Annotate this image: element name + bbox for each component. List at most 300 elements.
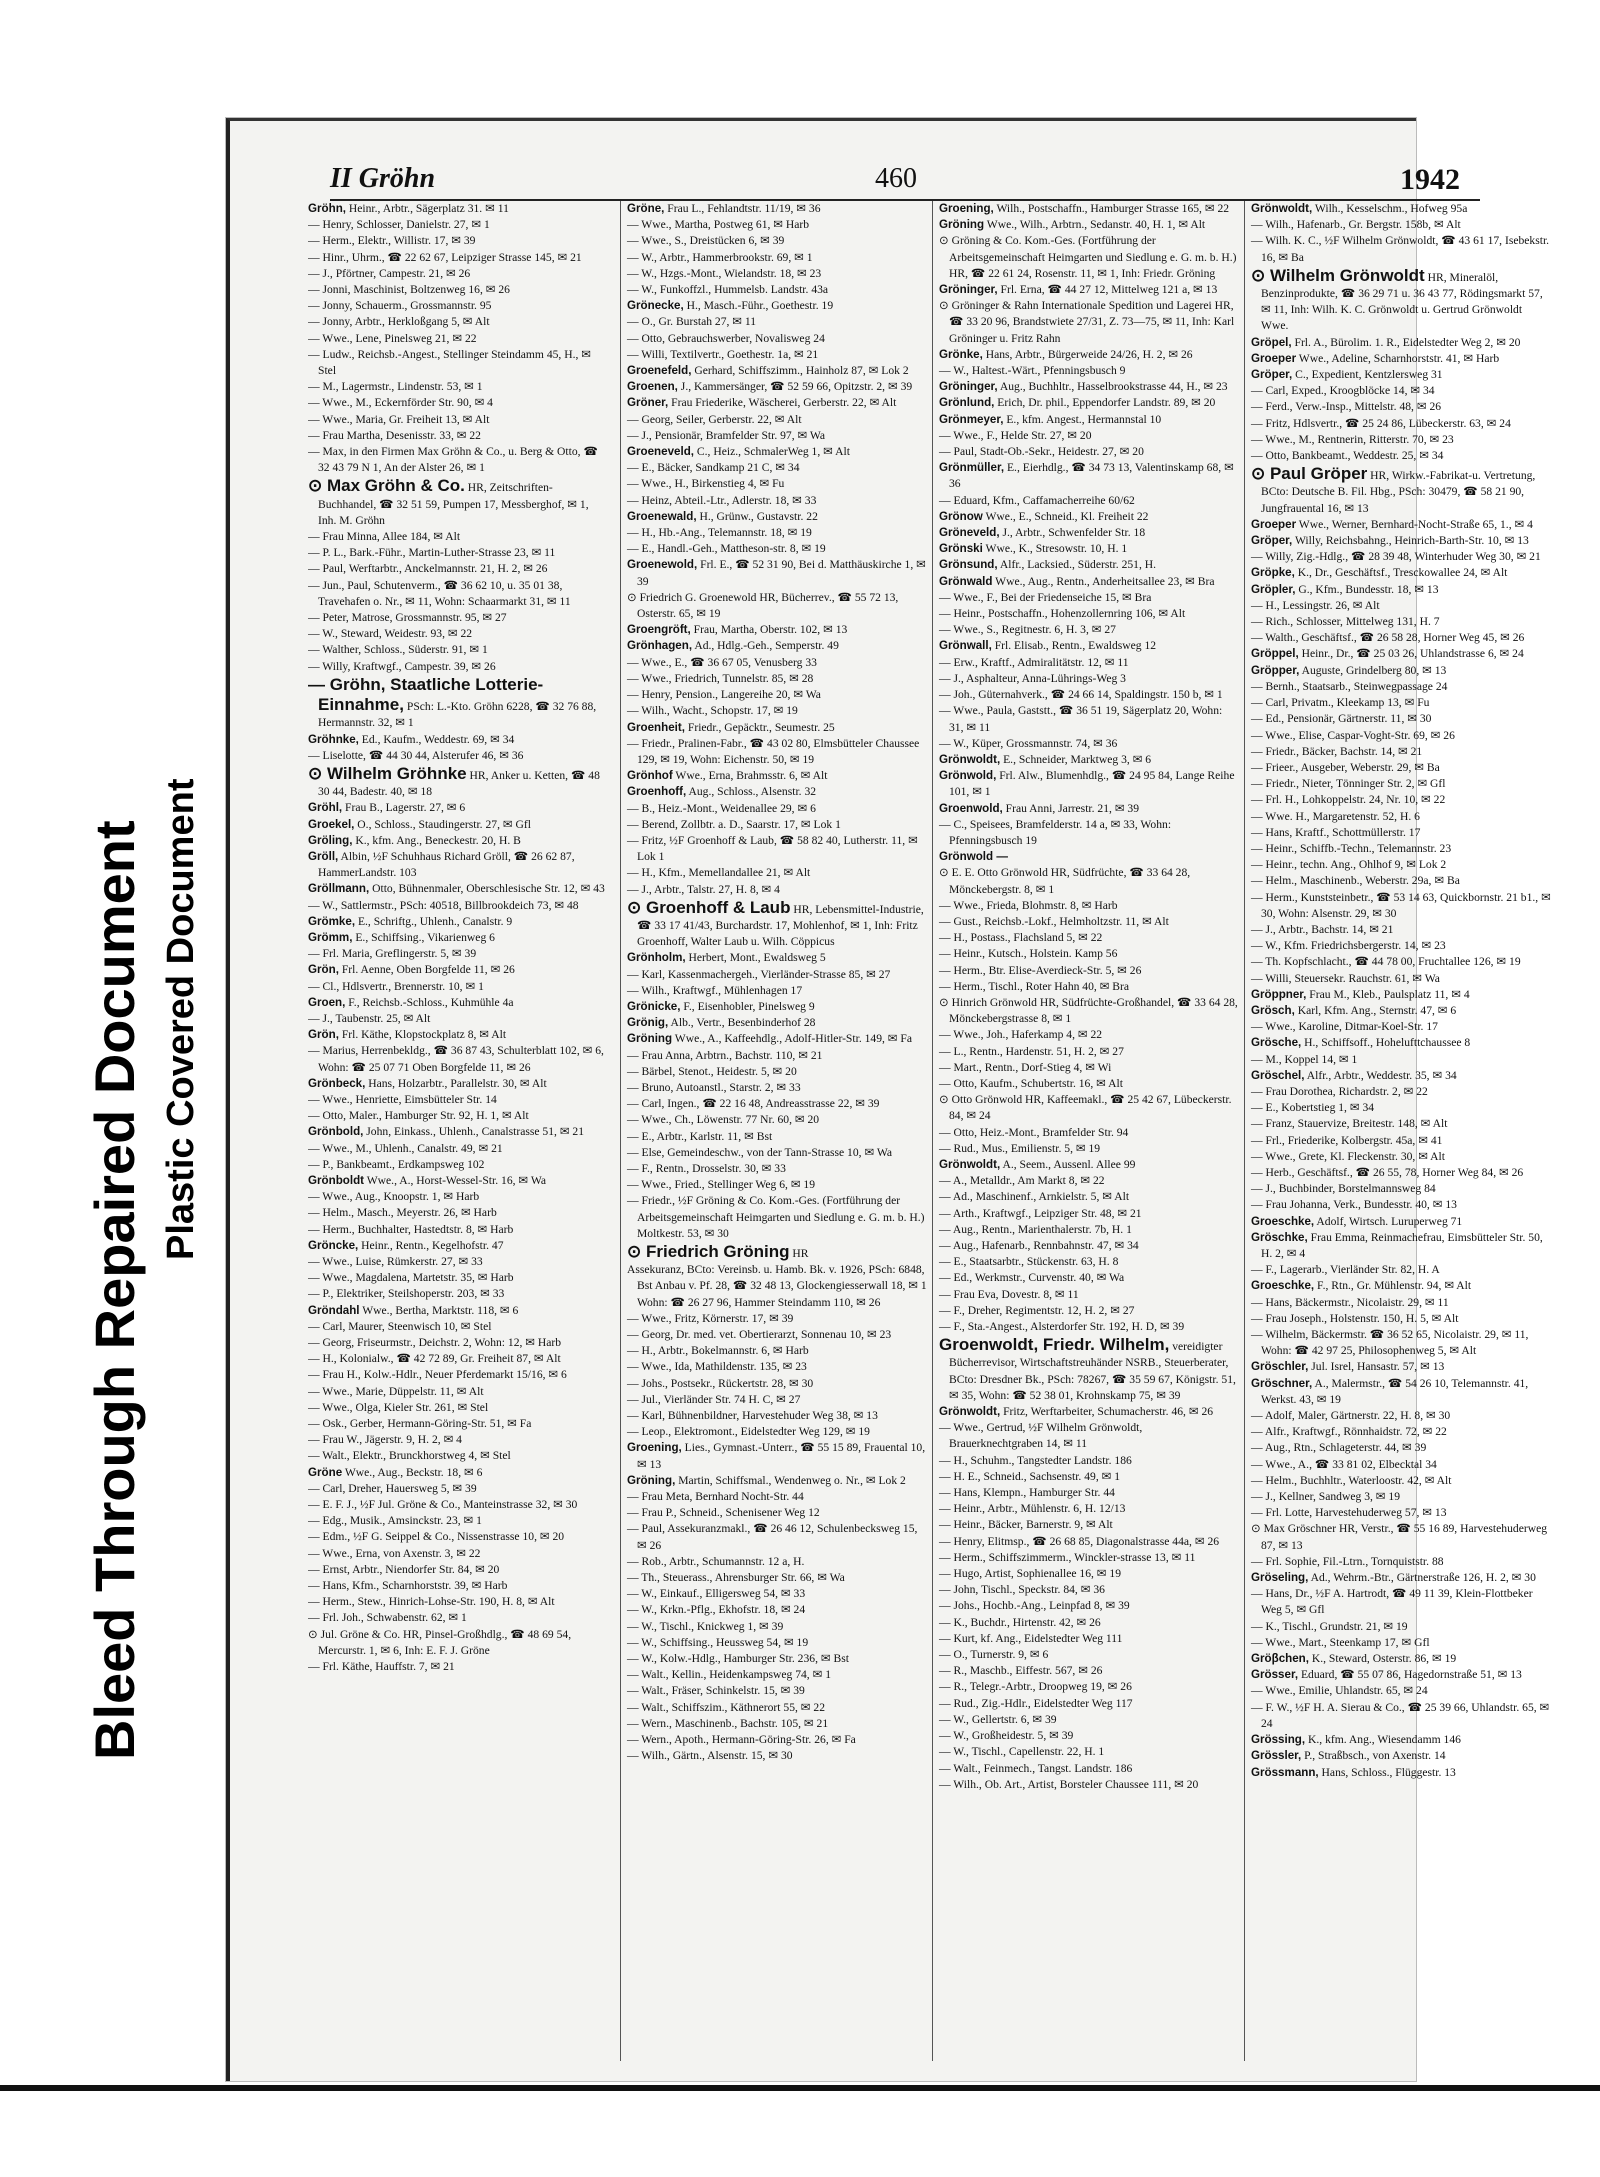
entry-surname: Gröpper,	[1251, 663, 1300, 677]
entry-details: Albin, ½F Schuhhaus Richard Gröll, ☎ 26 62 87, HammerLandstr. 103	[318, 849, 575, 880]
directory-entry	[1251, 776, 1551, 792]
entry-details: — Edg., Musik., Amsinckstr. 23, ✉ 1	[308, 1514, 482, 1528]
entry-details: — Ed., Pensionär, Gärtnerstr. 11, ✉ 30	[1251, 712, 1432, 726]
directory-entry	[939, 1550, 1239, 1566]
directory-entry	[308, 1157, 608, 1173]
entry-details: — Hans, Klempn., Hamburger Str. 44	[939, 1486, 1115, 1500]
entry-details: — Frl. Lotte, Harvestehuderweg 57, ✉ 13	[1251, 1506, 1447, 1520]
entry-details: ⊙ Friedrich G. Groenewold HR, Bücherrev., ☎ 55 72 13, Osterstr. 65, ✉ 19	[627, 590, 899, 621]
entry-details: — Georg, Dr. med. vet. Obertierarzt, Sonnenau 10, ✉ 23	[627, 1328, 892, 1342]
entry-details: — Frau H., Kolw.-Hdlr., Neuer Pferdemarkt 15/16, ✉ 6	[308, 1368, 567, 1382]
entry-details: — Otto, Bankbeamt., Weddestr. 25, ✉ 34	[1251, 449, 1444, 463]
directory-entry	[1251, 1570, 1551, 1586]
entry-surname: Grönski	[939, 542, 983, 556]
entry-details: — F. W., ½F H. A. Sierau & Co., ☎ 25 39 66, Uhlandstr. 65, ✉ 24	[1251, 1700, 1550, 1730]
entry-details: Eduard, ☎ 55 07 86, Hagedornstraße 51, ✉ 13	[1298, 1668, 1522, 1682]
entry-details: — M., Koppel 14, ✉ 1	[1251, 1052, 1358, 1066]
entry-details: — Wwe., Ida, Mathildenstr. 135, ✉ 23	[627, 1360, 807, 1374]
entry-details: — Karl, Kassenmachergeh., Vierländer-Strasse 85, ✉ 27	[627, 967, 891, 981]
entry-surname: Grönhof	[627, 769, 673, 783]
entry-details: ⊙ E. E. Otto Grönwold HR, Südfrüchte, ☎ 33 64 28, Mönckebergstr. 8, ✉ 1	[939, 866, 1191, 896]
directory-entry	[308, 545, 608, 561]
entry-details: E., Schneider, Marktweg 3, ✉ 6	[1000, 752, 1152, 766]
directory-entry	[627, 1748, 927, 1764]
entry-surname: Gröschel,	[1251, 1068, 1305, 1082]
entry-details: — Rob., Arbtr., Schumannstr. 12 a, H.	[627, 1554, 805, 1568]
entry-details: Wwe., Erna, Brahmsstr. 6, ✉ Alt	[672, 769, 828, 783]
directory-entry	[308, 1254, 608, 1270]
sidebar-label-secondary: Plastic Covered Document	[160, 778, 202, 1260]
entry-surname: Gröschler,	[1251, 1360, 1309, 1374]
directory-entry	[1251, 448, 1551, 464]
directory-entry	[1251, 1197, 1551, 1213]
directory-entry	[1251, 1748, 1551, 1764]
entry-surname: Groenewald,	[627, 509, 697, 523]
entry-details: Wwe., A., Kaffeehdlg., Adolf-Hitler-Str. 149, ✉ Fa	[672, 1032, 913, 1046]
directory-entry	[627, 801, 927, 817]
directory-entry	[1251, 1100, 1551, 1116]
directory-entry	[939, 898, 1239, 914]
entry-details: C., Expedient, Kentzlersweg 31	[1292, 368, 1443, 382]
directory-entry	[308, 610, 608, 626]
entry-surname: Grönboldt	[308, 1173, 365, 1187]
directory-entry	[939, 412, 1239, 428]
entry-details: — Herm., Tischl., Roter Hahn 40, ✉ Bra	[939, 979, 1130, 993]
directory-entry	[1251, 1408, 1551, 1424]
entry-details: — Friedr., Bäcker, Bachstr. 14, ✉ 21	[1251, 744, 1423, 758]
directory-entry	[627, 865, 927, 881]
entry-details: HR, Anker u. Ketten, ☎ 48 30 44, Badestr. 40, ✉ 18	[318, 768, 600, 799]
directory-entry	[939, 1647, 1239, 1663]
entry-details: Lies., Gymnast.-Unterr., ☎ 55 15 89, Frauental 10, ✉ 13	[637, 1441, 926, 1471]
directory-entry	[939, 1076, 1239, 1092]
entry-details: P., Straßbsch., von Axenstr. 14	[1301, 1749, 1446, 1763]
entry-surname: Grönecke,	[627, 299, 684, 313]
entry-details: — Wwe., Magdalena, Martetstr. 35, ✉ Harb	[308, 1271, 514, 1285]
entry-details: — Willy, Kraftwgf., Campestr. 39, ✉ 26	[308, 659, 496, 673]
entry-details: — Marius, Herrenbekldg., ☎ 36 87 43, Schulterblatt 102, ✉ 6, Wohn: ☎ 25 07 71 Oben Borgfelde 11, ✉ 26	[308, 1044, 604, 1074]
directory-entry	[627, 1311, 927, 1327]
entry-surname: Groenheit,	[627, 720, 685, 734]
entry-surname: Grön,	[308, 963, 339, 977]
entry-details: Ad., Wehrm.-Btr., Gärtnerstraße 126, H. 2, ✉ 30	[1308, 1571, 1536, 1585]
directory-entry	[627, 983, 927, 999]
entry-details: — Herm., Kunststeinbetr., ☎ 53 14 63, Quickbornstr. 21 b1., ✉ 30, Wohn: Alsenstr. 29, ✉ 30	[1251, 890, 1551, 920]
entry-details: — E., Kobertstieg 1, ✉ 34	[1251, 1101, 1375, 1115]
directory-entry	[308, 331, 608, 347]
entry-surname: Grönwoldt,	[1251, 202, 1313, 215]
entry-details: — H. E., Schneid., Sachsenstr. 49, ✉ 1	[939, 1469, 1121, 1483]
entry-details: Alb., Vertr., Besenbinderhof 28	[668, 1016, 816, 1030]
entry-surname: Grösser,	[1251, 1668, 1299, 1682]
entry-details: — Peter, Matrose, Grossmannstr. 95, ✉ 27	[308, 611, 507, 625]
entry-details: Otto, Bühnenmaler, Oberschlesische Str. 12, ✉ 43	[369, 882, 605, 896]
directory-entry	[1251, 744, 1551, 760]
directory-entry	[308, 1432, 608, 1448]
directory-entry	[627, 1635, 927, 1651]
directory-entry	[939, 1501, 1239, 1517]
entry-details: Frl. E., ☎ 52 31 90, Bei d. Matthäuskirche 1, ✉ 39	[637, 558, 926, 588]
directory-entry	[939, 801, 1239, 817]
directory-entry	[1251, 1116, 1551, 1132]
entry-details: — J., Asphalteur, Anna-Lührings-Weg 3	[939, 671, 1126, 685]
directory-entry	[308, 1400, 608, 1416]
entry-details: H., Grünw., Gustavstr. 22	[696, 509, 818, 523]
entry-surname: Groeschke,	[1251, 1279, 1315, 1293]
directory-entry	[939, 1238, 1239, 1254]
entry-details: Heinr., Rentn., Kegelhofstr. 47	[358, 1238, 504, 1252]
entry-surname: Gröhl,	[308, 801, 343, 815]
entry-surname: Gröseling,	[1251, 1571, 1309, 1585]
entry-surname: Grönmeyer,	[939, 412, 1004, 426]
entry-details: — E. F. J., ½F Jul. Gröne & Co., Manteinstrasse 32, ✉ 30	[308, 1498, 578, 1512]
directory-entry	[1251, 383, 1551, 399]
entry-details: H., Schiffsoff., Hohelufttchaussee 8	[1301, 1036, 1471, 1050]
entry-details: — Adolf, Maler, Gärtnerstr. 22, H. 8, ✉ 30	[1251, 1409, 1451, 1423]
directory-entry	[939, 460, 1239, 492]
entry-details: — Wwe., M., Eckernförder Str. 90, ✉ 4	[308, 396, 493, 410]
directory-entry	[1251, 1586, 1551, 1618]
directory-entry	[1251, 987, 1551, 1003]
entry-details: — Liselotte, ☎ 44 30 44, Alsterufer 46, ✉ 36	[308, 748, 524, 762]
directory-entry	[308, 1562, 608, 1578]
directory-entry	[627, 1716, 927, 1732]
entry-details: — Wwe., Martha, Postweg 61, ✉ Harb	[627, 218, 810, 232]
directory-entry	[627, 950, 927, 966]
entry-details: — J., Buchbinder, Borstelmannsweg 84	[1251, 1182, 1436, 1196]
entry-details: — Wwe., H., Birkenstieg 4, ✉ Fu	[627, 477, 785, 491]
directory-entry	[939, 1060, 1239, 1076]
entry-details: E., kfm. Angest., Hermannstal 10	[1003, 412, 1162, 426]
directory-entry	[1251, 825, 1551, 841]
entry-details: — W., Schiffsing., Heussweg 54, ✉ 19	[627, 1635, 809, 1649]
entry-details: Wwe., Werner, Bernhard-Nocht-Straße 65, 1., ✉ 4	[1296, 517, 1533, 531]
entry-details: Hans, Schloss., Flüggestr. 13	[1318, 1765, 1456, 1779]
directory-entry	[308, 1270, 608, 1286]
directory-entry	[627, 1667, 927, 1683]
directory-entry	[939, 1420, 1239, 1452]
entry-surname: Gröppel,	[1251, 647, 1299, 661]
directory-entry	[939, 1615, 1239, 1631]
entry-surname: Grönig,	[627, 1016, 669, 1030]
entry-details: — Jonny, Schauerm., Grossmannstr. 95	[308, 299, 492, 313]
directory-entry	[308, 1027, 608, 1043]
directory-entry	[627, 1064, 927, 1080]
entry-details: — Jun., Paul, Schutenverm., ☎ 36 62 10, u. 35 01 38, Travehafen o. Nr., ✉ 11, Wohn: Schaarmarkt 31, ✉ 11	[308, 578, 571, 608]
entry-details: — Eduard, Kfm., Caffamacherreihe 60/62	[939, 493, 1135, 507]
directory-entry	[627, 282, 927, 298]
entry-details: — W., Funkoffzl., Hummelsb. Landstr. 43a	[627, 283, 829, 297]
entry-surname: Groenhoff,	[627, 785, 687, 799]
directory-entry	[308, 1141, 608, 1157]
entry-surname: Gröpke,	[1251, 566, 1295, 580]
entry-details: — Max, in den Firmen Max Gröhn & Co., u. Berg & Otto, ☎ 32 43 79 N 1, An der Alster 26, ✉ 1	[308, 445, 598, 475]
directory-entry	[308, 642, 608, 658]
directory-entry	[1251, 1181, 1551, 1197]
directory-entry	[627, 412, 927, 428]
entry-details: Hans, Holzarbtr., Parallelstr. 30, ✉ Alt	[365, 1076, 547, 1090]
entry-details: — Mart., Rentn., Dorf-Stieg 4, ✉ Wi	[939, 1060, 1112, 1074]
entry-details: — Heinr., Schiffb.-Techn., Telemannstr. 23	[1251, 841, 1452, 855]
entry-details: — Hugo, Artist, Sophienallee 16, ✉ 19	[939, 1567, 1121, 1581]
entry-details: — Edm., ½F G. Seippel & Co., Nissenstrasse 10, ✉ 20	[308, 1530, 565, 1544]
directory-entry	[627, 1262, 927, 1311]
directory-entry	[939, 865, 1239, 897]
entry-details: HR, Lebensmittel-Industrie, ☎ 33 17 41/43, Burchardstr. 17, Mohlenhof, ✉ 1, Inh: Fritz Groenhoff, Walter Laub u. Wilh. Cöppicus	[637, 902, 924, 949]
directory-entry	[1251, 1311, 1551, 1327]
directory-entry	[627, 1096, 927, 1112]
directory-entry	[627, 201, 927, 217]
entry-details: — L., Rentn., Hardenstr. 51, H. 2, ✉ 27	[939, 1044, 1124, 1058]
entry-details: Alfr., Arbtr., Weddestr. 35, ✉ 34	[1304, 1068, 1457, 1082]
entry-details: — Wwe., Joh., Haferkamp 4, ✉ 22	[939, 1028, 1103, 1042]
directory-entry	[939, 1287, 1239, 1303]
entry-details: — Wwe., F., Helde Str. 27, ✉ 20	[939, 428, 1092, 442]
entry-details: — H., Lessingstr. 26, ✉ Alt	[1251, 598, 1380, 612]
year-label: 1942	[1400, 163, 1460, 196]
entry-details: E., Schriftg., Uhlenh., Canalstr. 9	[355, 914, 513, 928]
directory-entry	[627, 233, 927, 249]
directory-entry	[939, 557, 1239, 573]
directory-entry	[939, 1044, 1239, 1060]
entry-details: — Bruno, Autoanstl., Starstr. 2, ✉ 33	[627, 1080, 801, 1094]
directory-entry	[939, 1027, 1239, 1043]
entry-details: Frl. A., Bürolim. 1. R., Eidelstedter Weg 2, ✉ 20	[1291, 335, 1521, 349]
entry-surname: Grösche,	[1251, 1036, 1302, 1050]
entry-details: Frau M., Kleb., Paulsplatz 11, ✉ 4	[1306, 987, 1470, 1001]
directory-entry	[939, 1744, 1239, 1760]
entry-firm-name: ⊙ Groenhoff & Laub	[627, 897, 791, 917]
entry-details: — John, Tischl., Speckstr. 84, ✉ 36	[939, 1583, 1105, 1597]
entry-details: — Georg, Friseurmstr., Deichstr. 2, Wohn: 12, ✉ Harb	[308, 1336, 562, 1350]
directory-entry	[627, 1112, 927, 1128]
entry-details: O., Schloss., Staudingerstr. 27, ✉ Gfl	[354, 817, 531, 831]
directory-entry	[308, 930, 608, 946]
directory-entry	[308, 1335, 608, 1351]
entry-details: — R., Telegr.-Arbtr., Droopweg 19, ✉ 26	[939, 1680, 1132, 1694]
directory-entry	[939, 946, 1239, 962]
entry-details: — Wilh., Wacht., Schopstr. 17, ✉ 19	[627, 704, 798, 718]
directory-entry	[939, 1303, 1239, 1319]
entry-details: Frl. Erna, ☎ 44 27 12, Mittelweg 121 a, ✉ 13	[997, 283, 1218, 297]
directory-entry	[627, 525, 927, 541]
entry-details: — Hans, Dr., ½F A. Hartrodt, ☎ 49 11 39, Klein-Flottbeker Weg 5, ✉ Gfl	[1251, 1587, 1533, 1617]
directory-entry	[627, 266, 927, 282]
directory-entry	[308, 849, 608, 881]
directory-entry	[308, 1043, 608, 1075]
directory-entry	[1251, 1230, 1551, 1262]
entry-details: — W., Großheidestr. 5, ✉ 39	[939, 1729, 1074, 1743]
entry-details: — Frl., Friederike, Kolbergstr. 45a, ✉ 41	[1251, 1133, 1443, 1147]
entry-details: — Frau W., Jägerstr. 9, H. 2, ✉ 4	[308, 1433, 462, 1447]
document-page	[226, 118, 1551, 2081]
directory-entry	[1251, 1521, 1551, 1553]
entry-details: — Wilhelm, Bäckermstr. ☎ 36 52 65, Nicolaistr. 29, ✉ 11, Wohn: ☎ 42 97 25, Philosophenweg 5, ✉ Alt	[1251, 1328, 1529, 1358]
directory-entry	[1251, 1554, 1551, 1570]
entry-details: — Wwe., A., ☎ 33 81 02, Elbecktal 34	[1251, 1457, 1437, 1471]
directory-entry	[1251, 614, 1551, 630]
entry-details: — Walther, Schloss., Süderstr. 91, ✉ 1	[308, 643, 488, 657]
entry-details: — Heinr., Arbtr., Mühlenstr. 6, H. 12/13	[939, 1502, 1126, 1516]
directory-entry	[1251, 1732, 1551, 1748]
entry-details: Assekuranz, BCto: Vereinsb. u. Hamb. Bk. v. 1926, PSch: 6848, Bst Anbau v. Pf. 28, ☎ 32 48 13, Glockengiesserwall 18, ✉ 1 Wohn: ☎ 26 27 96, Hammer Steindamm 110, ✉ 26	[627, 1263, 927, 1309]
directory-entry	[308, 1497, 608, 1513]
entry-details: ⊙ Otto Grönwold HR, Kaffeemakl., ☎ 25 42 67, Lübeckerstr. 84, ✉ 24	[939, 1093, 1232, 1123]
entry-surname: Gröne,	[627, 202, 665, 215]
entry-surname: Grössmann,	[1251, 1765, 1319, 1779]
directory-entry	[627, 1408, 927, 1424]
entry-surname: Groenwold,	[939, 801, 1003, 815]
directory-entry	[627, 967, 927, 983]
directory-entry	[939, 622, 1239, 638]
entry-details: — W., Kolw.-Hdlg., Hamburger Str. 236, ✉ Bst	[627, 1652, 849, 1666]
directory-entry	[1251, 938, 1551, 954]
entry-surname: Grösch,	[1251, 1003, 1295, 1017]
directory-entry	[627, 1424, 927, 1440]
entry-details: — H., Postass., Flachsland 5, ✉ 22	[939, 931, 1103, 945]
entry-surname: Groengröft,	[627, 623, 691, 637]
entry-surname: Gröschner,	[1251, 1376, 1313, 1390]
section-title: II Gröhn	[330, 163, 436, 194]
entry-firm-name: ⊙ Wilhelm Gröhnke	[308, 763, 467, 783]
entry-details: — Wwe., Mart., Steenkamp 17, ✉ Gfl	[1251, 1635, 1430, 1649]
directory-entry	[308, 1303, 608, 1319]
directory-entry	[939, 233, 1239, 282]
directory-entry	[939, 444, 1239, 460]
directory-entry	[1251, 1295, 1551, 1311]
entry-details: — Wwe., S., Regitnestr. 6, H. 3, ✉ 27	[939, 623, 1116, 637]
directory-entry	[627, 703, 927, 719]
entry-details: — Frau Eva, Dovestr. 8, ✉ 11	[939, 1287, 1079, 1301]
directory-entry	[308, 1319, 608, 1335]
entry-details: — W., Gellertstr. 6, ✉ 39	[939, 1712, 1057, 1726]
entry-details: — Erw., Kraftf., Admiralitätstr. 12, ✉ 11	[939, 655, 1129, 669]
directory-entry	[627, 1505, 927, 1521]
entry-surname: Gröner,	[627, 396, 669, 410]
entry-details: — Wilh., Gärtn., Alsenstr. 15, ✉ 30	[627, 1749, 793, 1763]
directory-entry	[308, 626, 608, 642]
directory-entry	[308, 1351, 608, 1367]
directory-entry	[308, 1610, 608, 1626]
entry-details: — H., Arbtr., Bokelmannstr. 6, ✉ Harb	[627, 1344, 809, 1358]
directory-entry	[308, 1108, 608, 1124]
entry-details: — Herm., Buchhalter, Hastedtstr. 8, ✉ Harb	[308, 1222, 514, 1236]
entry-details: — Willi, Textilvertr., Goethestr. 1a, ✉ 21	[627, 347, 819, 361]
entry-surname: Grössler,	[1251, 1749, 1302, 1763]
entry-details: — Otto, Maler., Hamburger Str. 92, H. 1, ✉ Alt	[308, 1109, 529, 1123]
directory-entry	[308, 946, 608, 962]
directory-entry	[627, 768, 927, 784]
entry-details: — Johs., Hochb.-Ang., Leinpfad 8, ✉ 39	[939, 1599, 1130, 1613]
directory-entry	[308, 444, 608, 476]
entry-details: — P., Bankbeamt., Erdkampsweg 102	[308, 1157, 485, 1171]
directory-entry	[939, 849, 1239, 865]
entry-details: K., kfm. Ang., Wiesendamm 146	[1305, 1733, 1461, 1747]
column-4	[1244, 201, 1551, 2061]
directory-entry	[627, 1376, 927, 1392]
directory-entry	[939, 1534, 1239, 1550]
directory-entry	[627, 1193, 927, 1242]
directory-entry	[939, 379, 1239, 395]
entry-details: — Berend, Zollbtr. a. D., Saarstr. 17, ✉ Lok 1	[627, 817, 841, 831]
entry-details: — Wwe., Marie, Düppelstr. 11, ✉ Alt	[308, 1384, 484, 1398]
entry-surname: Gröhnke,	[308, 732, 359, 746]
entry-details: Wwe., Aug., Rentn., Anderheitsallee 23, ✉ Bra	[992, 574, 1215, 588]
entry-details: Frau L., Fehlandtstr. 11/19, ✉ 36	[664, 202, 821, 215]
entry-details: A., Seem., Aussenl. Allee 99	[1000, 1157, 1136, 1171]
entry-details: — Wern., Maschinenb., Bachstr. 105, ✉ 21	[627, 1716, 829, 1730]
column-3	[932, 201, 1239, 2061]
directory-entry	[627, 557, 927, 589]
entry-surname: Grönke,	[939, 347, 983, 361]
directory-entry	[1251, 1214, 1551, 1230]
entry-details: — Ad., Maschinenf., Arnkielstr. 5, ✉ Alt	[939, 1190, 1130, 1204]
entry-details: — W., Arbtr., Hammerbrookstr. 69, ✉ 1	[627, 250, 813, 264]
directory-entry	[627, 331, 927, 347]
entry-details: — Willi, Steuersekr. Rauchstr. 61, ✉ Wa	[1251, 971, 1440, 985]
entry-details: Willy, Reichsbahng., Heinrich-Barth-Str. 10, ✉ 13	[1292, 534, 1529, 548]
directory-entry	[1251, 432, 1551, 448]
directory-entry	[308, 914, 608, 930]
directory-entry	[627, 1080, 927, 1096]
directory-entry	[627, 999, 927, 1015]
directory-entry	[1251, 857, 1551, 873]
entry-details: — Rud., Mus., Emilienstr. 5, ✉ 19	[939, 1141, 1101, 1155]
entry-surname: Groening,	[627, 1441, 682, 1455]
entry-details: Heinr., Arbtr., Sägerplatz 31. ✉ 11	[346, 202, 509, 215]
directory-entry	[1251, 1667, 1551, 1683]
entry-details: — Wwe., Henriette, Eimsbütteler Str. 14	[308, 1092, 497, 1106]
entry-details: — Georg, Seiler, Gerberstr. 22, ✉ Alt	[627, 412, 802, 426]
entry-details: Wwe., Aug., Beckstr. 18, ✉ 6	[342, 1465, 483, 1479]
entry-details: — Hans, Bäckermstr., Nicolaistr. 29, ✉ 11	[1251, 1295, 1449, 1309]
directory-entry	[1251, 1635, 1551, 1651]
directory-entry	[627, 460, 927, 476]
entry-details: — Walt., Schiffszim., Käthnerort 55, ✉ 22	[627, 1700, 826, 1714]
entry-details: — Henry, Pension., Langereihe 20, ✉ Wa	[627, 688, 821, 702]
entry-details: — J., Arbtr., Talstr. 27, H. 8, ✉ 4	[627, 882, 780, 896]
entry-details: — Cl., Hdlsvertr., Brennerstr. 10, ✉ 1	[308, 979, 484, 993]
entry-details: — Frl. Sophie, Fil.-Ltrn., Tornquiststr. 88	[1251, 1554, 1444, 1568]
entry-surname: Groenefeld,	[627, 364, 692, 378]
entry-surname: Grönwall,	[939, 639, 992, 653]
entry-details: — Herm., Elektr., Willistr. 17, ✉ 39	[308, 234, 476, 248]
entry-surname: Groeper	[1251, 351, 1297, 365]
entry-surname: Grönicke,	[627, 999, 681, 1013]
entry-details: Ad., Hdlg.-Geh., Semperstr. 49	[692, 639, 839, 653]
entry-surname: Groekel,	[308, 817, 355, 831]
directory-entry	[939, 574, 1239, 590]
directory-entry	[1251, 1440, 1551, 1456]
directory-entry	[939, 703, 1239, 735]
directory-entry	[308, 1578, 608, 1594]
directory-entry	[627, 736, 927, 768]
directory-entry	[308, 428, 608, 444]
directory-entry	[1251, 1149, 1551, 1165]
directory-entry	[1251, 1505, 1551, 1521]
directory-entry	[627, 217, 927, 233]
entry-details: HR, Mineralöl, Benzinprodukte, ☎ 36 29 71 u. 36 43 77, Rödingsmarkt 57, ✉ 11, Inh: Wilh. K. C. Grönwoldt u. Gertrud Grönwoldt Wwe.	[1261, 270, 1543, 333]
entry-details: Erich, Dr. phil., Eppendorfer Landstr. 89, ✉ 20	[994, 396, 1216, 410]
entry-details: — K., Tischl., Grundstr. 21, ✉ 19	[1251, 1619, 1408, 1633]
entry-details: — Gust., Reichsb.-Lokf., Helmholtzstr. 11, ✉ Alt	[939, 914, 1169, 928]
directory-entry	[939, 1679, 1239, 1695]
directory-entry	[627, 1343, 927, 1359]
entry-details: A., Malermstr., ☎ 54 26 10, Telemannstr. 41, Werkst. 43, ✉ 19	[1261, 1376, 1529, 1406]
entry-details: — Walt., Fräser, Schinkelstr. 15, ✉ 39	[627, 1684, 805, 1698]
scan-edge	[0, 2085, 1600, 2091]
directory-entry	[1251, 1327, 1551, 1359]
